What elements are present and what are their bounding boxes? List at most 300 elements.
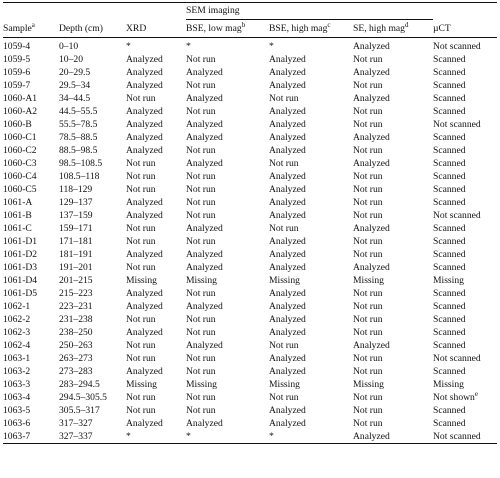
cell-bse-high (269, 79, 353, 92)
cell-se-high (353, 248, 433, 261)
cell-depth (59, 170, 126, 183)
cell-bse-low-text: Not run (186, 327, 216, 338)
cell-uct (433, 235, 497, 248)
cell-uct-text: Scanned (433, 93, 466, 104)
cell-se-high (353, 326, 433, 339)
cell-se-high (353, 430, 433, 443)
cell-se-high (353, 313, 433, 326)
cell-se-high-text: Not run (353, 288, 383, 299)
cell-bse-high-text: Analyzed (269, 106, 306, 117)
sample-analysis-table (3, 2, 497, 444)
cell-xrd (126, 378, 186, 391)
cell-se-high (353, 105, 433, 118)
cell-depth-text: 137–159 (59, 210, 93, 221)
cell-sample (3, 430, 59, 443)
cell-sample-text: 1061-C (3, 223, 32, 234)
cell-bse-high-text: Analyzed (269, 262, 306, 273)
cell-uct-text: Scanned (433, 314, 466, 325)
cell-bse-low (186, 274, 269, 287)
cell-bse-high-text: Analyzed (269, 54, 306, 65)
cell-bse-high-text: Analyzed (269, 418, 306, 429)
cell-bse-low-text: Analyzed (186, 158, 223, 169)
cell-se-high-text: Not run (353, 353, 383, 364)
cell-xrd-text: Not run (126, 158, 156, 169)
cell-xrd (126, 144, 186, 157)
cell-bse-low-text: Not run (186, 171, 216, 182)
cell-se-high (353, 183, 433, 196)
cell-se-high (353, 235, 433, 248)
cell-sample-text: 1062-4 (3, 340, 31, 351)
cell-sample (3, 209, 59, 222)
cell-depth-text: 231–238 (59, 314, 93, 325)
cell-sample (3, 38, 59, 54)
cell-uct-text: Scanned (433, 405, 466, 416)
cell-xrd (126, 170, 186, 183)
cell-se-high-text: Analyzed (353, 340, 390, 351)
cell-xrd (126, 53, 186, 66)
table-row (3, 196, 497, 209)
header-spacer (126, 3, 186, 20)
cell-xrd (126, 92, 186, 105)
cell-uct-text: Scanned (433, 158, 466, 169)
cell-xrd (126, 38, 186, 54)
cell-depth-text: 118–129 (59, 184, 93, 195)
cell-sample (3, 92, 59, 105)
cell-sample-text: 1061-D2 (3, 249, 38, 260)
cell-uct-text: Scanned (433, 197, 466, 208)
cell-bse-low-text: Not run (186, 236, 216, 247)
cell-xrd-text: Analyzed (126, 80, 163, 91)
cell-sample (3, 144, 59, 157)
cell-depth (59, 326, 126, 339)
cell-se-high (353, 391, 433, 404)
footnote-mark: e (474, 391, 478, 398)
cell-xrd-text: Analyzed (126, 366, 163, 377)
cell-bse-high-text: Not run (269, 340, 299, 351)
cell-xrd (126, 430, 186, 443)
table-row (3, 144, 497, 157)
cell-se-high-text: Not run (353, 171, 383, 182)
cell-bse-high (269, 248, 353, 261)
cell-bse-high-text: Missing (269, 379, 300, 390)
header-bse-high-label: BSE, high mag (269, 23, 328, 34)
cell-xrd (126, 105, 186, 118)
header-sample (3, 20, 59, 38)
cell-bse-low-text: Not run (186, 197, 216, 208)
cell-depth (59, 300, 126, 313)
cell-se-high-text: Analyzed (353, 132, 390, 143)
cell-se-high (353, 92, 433, 105)
cell-bse-low-text: Analyzed (186, 132, 223, 143)
cell-xrd (126, 196, 186, 209)
cell-sample (3, 417, 59, 430)
cell-se-high (353, 287, 433, 300)
cell-bse-high (269, 352, 353, 365)
cell-sample-text: 1062-1 (3, 301, 31, 312)
cell-sample-text: 1060-C3 (3, 158, 37, 169)
cell-uct-text: Scanned (433, 223, 466, 234)
cell-bse-low (186, 53, 269, 66)
cell-se-high-text: Analyzed (353, 93, 390, 104)
cell-uct (433, 404, 497, 417)
table-row (3, 105, 497, 118)
cell-bse-low (186, 365, 269, 378)
cell-depth-text: 283–294.5 (59, 379, 100, 390)
cell-se-high (353, 53, 433, 66)
cell-uct (433, 131, 497, 144)
cell-sample-text: 1061-D1 (3, 236, 38, 247)
cell-uct (433, 313, 497, 326)
cell-se-high-text: Missing (353, 379, 384, 390)
cell-depth-text: 294.5–305.5 (59, 392, 107, 403)
cell-depth (59, 365, 126, 378)
cell-bse-low (186, 209, 269, 222)
cell-depth-text: 10–20 (59, 54, 83, 65)
cell-uct-text: Scanned (433, 327, 466, 338)
cell-se-high-text: Not run (353, 366, 383, 377)
cell-se-high (353, 417, 433, 430)
cell-bse-low-text: Not run (186, 54, 216, 65)
cell-sample (3, 66, 59, 79)
cell-xrd (126, 339, 186, 352)
cell-bse-low-text: Analyzed (186, 93, 223, 104)
cell-se-high (353, 378, 433, 391)
header-bse-high (269, 20, 353, 38)
cell-sample (3, 222, 59, 235)
cell-depth-text: 273–283 (59, 366, 93, 377)
table-row (3, 300, 497, 313)
cell-bse-high (269, 66, 353, 79)
cell-depth (59, 38, 126, 54)
cell-bse-low-text: Analyzed (186, 223, 223, 234)
cell-depth-text: 191–201 (59, 262, 93, 273)
cell-se-high-text: Not run (353, 119, 383, 130)
cell-bse-high (269, 157, 353, 170)
cell-xrd (126, 391, 186, 404)
cell-bse-low-text: Analyzed (186, 301, 223, 312)
cell-sample-text: 1059-4 (3, 41, 31, 52)
cell-depth-text: 250–263 (59, 340, 93, 351)
footnote-mark: c (327, 21, 331, 29)
cell-depth (59, 430, 126, 443)
cell-se-high-text: Not run (353, 54, 383, 65)
cell-bse-high-text: Analyzed (269, 327, 306, 338)
table-row (3, 79, 497, 92)
cell-bse-low-text: Not run (186, 106, 216, 117)
cell-uct-text: Scanned (433, 249, 466, 260)
cell-sample-text: 1062-3 (3, 327, 31, 338)
cell-uct-text: Not scanned (433, 353, 481, 364)
cell-uct-text: Scanned (433, 106, 466, 117)
cell-uct-text: Scanned (433, 67, 466, 78)
cell-sample-text: 1061-D3 (3, 262, 38, 273)
cell-uct-text: Scanned (433, 340, 466, 351)
cell-bse-high-text: Analyzed (269, 171, 306, 182)
cell-uct (433, 365, 497, 378)
cell-se-high (353, 131, 433, 144)
table-row (3, 235, 497, 248)
cell-bse-low (186, 92, 269, 105)
cell-bse-high (269, 105, 353, 118)
cell-xrd-text: Not run (126, 392, 156, 403)
cell-se-high-text: Not run (353, 210, 383, 221)
cell-depth (59, 53, 126, 66)
cell-se-high-text: Analyzed (353, 431, 390, 442)
cell-xrd (126, 157, 186, 170)
cell-bse-high-text: Analyzed (269, 210, 306, 221)
cell-uct (433, 248, 497, 261)
cell-xrd (126, 326, 186, 339)
cell-sample-text: 1060-B (3, 119, 32, 130)
cell-uct-text: Scanned (433, 132, 466, 143)
cell-bse-low (186, 339, 269, 352)
cell-sample-text: 1063-3 (3, 379, 31, 390)
cell-bse-high-text: Analyzed (269, 236, 306, 247)
cell-xrd (126, 287, 186, 300)
footnote-mark: a (31, 20, 35, 29)
cell-bse-high (269, 417, 353, 430)
cell-xrd (126, 352, 186, 365)
cell-xrd-text: Analyzed (126, 288, 163, 299)
cell-xrd-text: Analyzed (126, 145, 163, 156)
table-row (3, 248, 497, 261)
cell-uct (433, 391, 497, 404)
cell-bse-low (186, 417, 269, 430)
cell-xrd (126, 118, 186, 131)
cell-se-high-text: Not run (353, 145, 383, 156)
cell-bse-high (269, 38, 353, 54)
cell-depth-text: 181–191 (59, 249, 93, 260)
cell-se-high-text: Analyzed (353, 262, 390, 273)
cell-xrd-text: Analyzed (126, 210, 163, 221)
cell-xrd-text: Not run (126, 171, 156, 182)
table-row (3, 404, 497, 417)
cell-bse-low (186, 248, 269, 261)
table-body (3, 38, 497, 444)
table-row (3, 183, 497, 196)
cell-bse-high (269, 261, 353, 274)
cell-depth-text: 44.5–55.5 (59, 106, 98, 117)
cell-depth-text: 215–223 (59, 288, 93, 299)
cell-bse-high (269, 92, 353, 105)
header-se-high-label: SE, high mag (353, 23, 405, 34)
cell-depth (59, 352, 126, 365)
cell-bse-low-text: Not run (186, 184, 216, 195)
cell-depth-text: 201–215 (59, 275, 93, 286)
cell-xrd (126, 365, 186, 378)
cell-sample-text: 1063-6 (3, 418, 31, 429)
cell-bse-high-text: Analyzed (269, 405, 306, 416)
cell-xrd (126, 313, 186, 326)
cell-uct (433, 222, 497, 235)
cell-depth (59, 261, 126, 274)
cell-bse-high-text: Analyzed (269, 184, 306, 195)
cell-bse-high-text: Analyzed (269, 301, 306, 312)
cell-bse-high (269, 391, 353, 404)
cell-bse-low-text: Not run (186, 145, 216, 156)
cell-depth (59, 417, 126, 430)
cell-bse-low (186, 378, 269, 391)
cell-sample (3, 235, 59, 248)
cell-depth (59, 79, 126, 92)
cell-se-high-text: Not run (353, 392, 383, 403)
cell-bse-low (186, 313, 269, 326)
cell-uct (433, 261, 497, 274)
cell-uct-text: Scanned (433, 171, 466, 182)
cell-xrd (126, 261, 186, 274)
cell-sample-text: 1063-1 (3, 353, 31, 364)
cell-bse-low-text: Not run (186, 366, 216, 377)
cell-uct-text: Not scanned (433, 431, 481, 442)
cell-bse-high (269, 313, 353, 326)
cell-bse-low (186, 287, 269, 300)
cell-bse-low-text: Analyzed (186, 249, 223, 260)
cell-xrd (126, 235, 186, 248)
cell-xrd-text: Analyzed (126, 418, 163, 429)
table-row (3, 417, 497, 430)
cell-se-high (353, 404, 433, 417)
cell-xrd-text: Analyzed (126, 54, 163, 65)
cell-sample (3, 196, 59, 209)
cell-depth (59, 222, 126, 235)
cell-bse-low-text: Not run (186, 288, 216, 299)
cell-sample (3, 53, 59, 66)
cell-se-high-text: Not run (353, 301, 383, 312)
cell-depth (59, 313, 126, 326)
header-se-high (353, 20, 433, 38)
cell-bse-high-text: Not run (269, 392, 299, 403)
header-bse-low-label: BSE, low mag (186, 23, 242, 34)
cell-bse-high-text: Analyzed (269, 132, 306, 143)
table-row (3, 118, 497, 131)
cell-se-high-text: Not run (353, 80, 383, 91)
header-spacer (433, 3, 497, 20)
cell-xrd-text: Missing (126, 379, 157, 390)
table-row (3, 313, 497, 326)
cell-bse-high (269, 118, 353, 131)
cell-bse-high (269, 235, 353, 248)
cell-depth-text: 171–181 (59, 236, 93, 247)
cell-uct (433, 326, 497, 339)
cell-depth (59, 404, 126, 417)
cell-sample (3, 79, 59, 92)
table-row (3, 157, 497, 170)
cell-bse-high (269, 131, 353, 144)
cell-bse-high-text: Not run (269, 158, 299, 169)
cell-uct-text: Scanned (433, 418, 466, 429)
cell-se-high-text: Not run (353, 106, 383, 117)
cell-bse-low-text: Not run (186, 80, 216, 91)
cell-bse-high (269, 274, 353, 287)
cell-bse-low (186, 157, 269, 170)
cell-xrd-text: Not run (126, 262, 156, 273)
cell-se-high-text: Analyzed (353, 67, 390, 78)
cell-xrd (126, 209, 186, 222)
cell-xrd-text: Not run (126, 405, 156, 416)
header-sample-label: Sample (3, 22, 32, 34)
cell-se-high (353, 170, 433, 183)
cell-uct (433, 38, 497, 54)
header-sem-imaging: SEM imaging (186, 5, 240, 16)
cell-depth (59, 339, 126, 352)
cell-depth-text: 29.5–34 (59, 80, 91, 91)
cell-se-high (353, 222, 433, 235)
cell-sample (3, 300, 59, 313)
cell-bse-high-text: * (269, 431, 274, 442)
cell-uct (433, 92, 497, 105)
cell-bse-high-text: Analyzed (269, 249, 306, 260)
cell-bse-low (186, 430, 269, 443)
cell-uct (433, 144, 497, 157)
cell-bse-low (186, 404, 269, 417)
cell-se-high (353, 300, 433, 313)
cell-uct-text: Scanned (433, 184, 466, 195)
cell-bse-high-text: Analyzed (269, 366, 306, 377)
cell-uct (433, 339, 497, 352)
cell-uct (433, 66, 497, 79)
cell-sample-text: 1060-C4 (3, 171, 37, 182)
cell-uct (433, 417, 497, 430)
cell-sample (3, 287, 59, 300)
cell-uct-text: Not scanned (433, 41, 481, 52)
cell-bse-low (186, 105, 269, 118)
cell-bse-high-text: Analyzed (269, 314, 306, 325)
cell-uct (433, 183, 497, 196)
cell-bse-high (269, 430, 353, 443)
cell-bse-high-text: Analyzed (269, 197, 306, 208)
cell-se-high (353, 38, 433, 54)
cell-sample (3, 378, 59, 391)
cell-sample-text: 1061-D4 (3, 275, 38, 286)
table-row (3, 287, 497, 300)
cell-depth (59, 391, 126, 404)
cell-sample-text: 1061-B (3, 210, 32, 221)
cell-depth-text: 55.5–78.5 (59, 119, 98, 130)
table-row (3, 38, 497, 54)
cell-depth (59, 183, 126, 196)
cell-se-high-text: Missing (353, 275, 384, 286)
cell-bse-low (186, 222, 269, 235)
cell-xrd (126, 417, 186, 430)
cell-uct (433, 378, 497, 391)
cell-bse-high (269, 144, 353, 157)
cell-bse-low (186, 144, 269, 157)
cell-sample (3, 404, 59, 417)
cell-xrd-text: Analyzed (126, 197, 163, 208)
cell-depth-text: 238–250 (59, 327, 93, 338)
cell-se-high (353, 196, 433, 209)
cell-xrd-text: Analyzed (126, 132, 163, 143)
cell-se-high (353, 66, 433, 79)
cell-bse-high-text: Not run (269, 93, 299, 104)
cell-bse-high-text: Analyzed (269, 288, 306, 299)
cell-uct-text: Scanned (433, 262, 466, 273)
table-row (3, 391, 497, 404)
cell-bse-low (186, 261, 269, 274)
cell-uct-text: Scanned (433, 80, 466, 91)
cell-depth-text: 263–273 (59, 353, 93, 364)
table-row (3, 66, 497, 79)
cell-sample-text: 1063-5 (3, 405, 31, 416)
cell-bse-low-text: Not run (186, 392, 216, 403)
cell-se-high (353, 261, 433, 274)
cell-depth-text: 88.5–98.5 (59, 145, 98, 156)
table-row (3, 209, 497, 222)
cell-sample (3, 105, 59, 118)
cell-bse-high (269, 404, 353, 417)
cell-xrd (126, 248, 186, 261)
cell-bse-low-text: * (186, 431, 191, 442)
